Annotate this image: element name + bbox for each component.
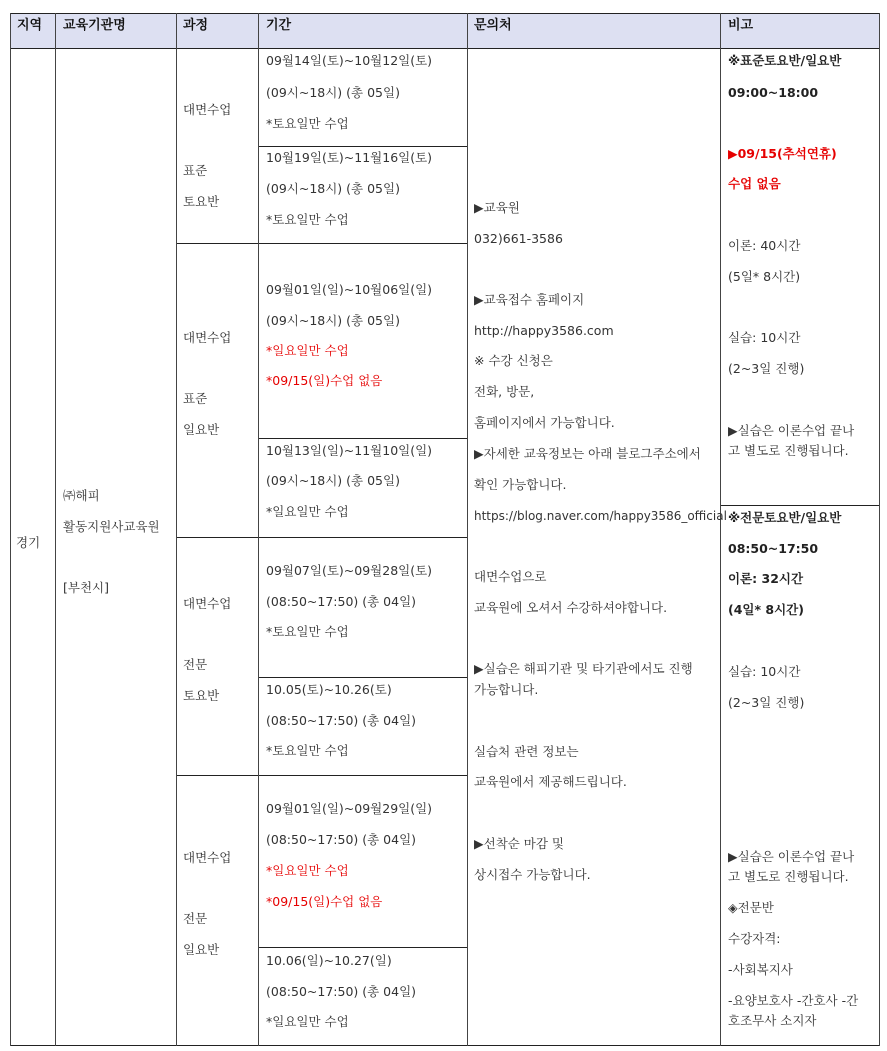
period-4-hours: (09시~18시) (총 05일) xyxy=(266,473,400,488)
contact-line: 실습처 관련 정보는 xyxy=(474,744,579,759)
period-3-note: *일요일만 수업 xyxy=(266,343,349,358)
institution-name: 활동지원사교육원 xyxy=(63,519,160,534)
contact-line: ▶자세한 교육정보는 아래 블로그주소에서 xyxy=(474,446,701,461)
period-7-hours: (08:50~17:50) (총 04일) xyxy=(266,832,417,847)
course-3-level: 전문 xyxy=(183,657,208,672)
period-8-dates: 10.06(일)~10.27(일) xyxy=(266,953,392,968)
period-1-dates: 09월14일(토)~10월12일(토) xyxy=(266,53,433,68)
notes-expert-qualification-item: 호조무사 소지자 xyxy=(728,1013,817,1028)
course-divider xyxy=(176,537,467,538)
period-8-note: *일요일만 수업 xyxy=(266,1014,349,1029)
period-1-note: *토요일만 수업 xyxy=(266,116,349,131)
notes-standard-holiday: ▶09/15(추석연휴) xyxy=(728,146,837,161)
header-course: 과정 xyxy=(183,18,209,33)
notes-expert-practice-detail: (2~3일 진행) xyxy=(728,695,805,710)
notes-expert-qualification-item: -요양보호사 -간호사 -간 xyxy=(728,993,859,1008)
period-7-holiday: *09/15(일)수업 없음 xyxy=(266,894,383,909)
notes-expert-practice-note: 고 별도로 진행됩니다. xyxy=(728,869,849,884)
period-divider xyxy=(258,438,467,439)
notes-standard-practice-detail: (2~3일 진행) xyxy=(728,361,805,376)
table-right-border xyxy=(879,13,880,1046)
course-3-type: 대면수업 xyxy=(183,596,232,611)
contact-line: 교육원에서 제공해드립니다. xyxy=(474,774,627,789)
contact-homepage-link[interactable]: http://happy3586.com xyxy=(474,323,614,338)
course-4-day: 일요반 xyxy=(183,942,220,957)
contact-line: ※ 수강 신청은 xyxy=(474,353,553,368)
period-6-dates: 10.05(토)~10.26(토) xyxy=(266,682,392,697)
period-2-dates: 10월19일(토)~11월16일(토) xyxy=(266,150,433,165)
course-2-level: 표준 xyxy=(183,391,208,406)
period-5-dates: 09월07일(토)~09월28일(토) xyxy=(266,563,433,578)
contact-line: 홈페이지에서 가능합니다. xyxy=(474,415,615,430)
period-8-hours: (08:50~17:50) (총 04일) xyxy=(266,984,417,999)
header-region: 지역 xyxy=(17,18,43,33)
notes-standard-hours: 09:00~18:00 xyxy=(728,85,819,100)
header-period: 기간 xyxy=(266,18,292,33)
notes-divider xyxy=(720,505,880,506)
header-institution: 교육기관명 xyxy=(63,18,126,33)
contact-line: ▶선착순 마감 및 xyxy=(474,836,565,851)
course-divider xyxy=(176,243,467,244)
period-divider xyxy=(258,677,467,678)
course-1-level: 표준 xyxy=(183,163,208,178)
notes-standard-practice: 실습: 10시간 xyxy=(728,330,801,345)
course-divider xyxy=(176,775,467,776)
course-4-type: 대면수업 xyxy=(183,850,232,865)
contact-line: ▶실습은 해피기관 및 타기관에서도 진행 xyxy=(474,661,693,676)
contact-line: 확인 가능합니다. xyxy=(474,477,567,492)
period-6-hours: (08:50~17:50) (총 04일) xyxy=(266,713,417,728)
table-left-border xyxy=(10,13,11,1046)
course-1-type: 대면수업 xyxy=(183,102,232,117)
course-1-day: 토요반 xyxy=(183,194,220,209)
contact-line: 교육원에 오셔서 수강하셔야합니다. xyxy=(474,600,668,615)
contact-blog-link[interactable]: https://blog.naver.com/happy3586_official xyxy=(474,509,727,523)
header-notes: 비고 xyxy=(728,18,754,33)
period-3-dates: 09월01일(일)~10월06일(일) xyxy=(266,282,433,297)
notes-standard-theory: 이론: 40시간 xyxy=(728,238,801,253)
period-2-hours: (09시~18시) (총 05일) xyxy=(266,181,400,196)
course-2-type: 대면수업 xyxy=(183,330,232,345)
contact-phone: 032)661-3586 xyxy=(474,231,563,246)
notes-expert-hours: 08:50~17:50 xyxy=(728,541,819,556)
notes-expert-practice-note: ▶실습은 이론수업 끝나 xyxy=(728,849,855,864)
period-7-dates: 09월01일(일)~09월29일(일) xyxy=(266,801,433,816)
column-divider xyxy=(467,13,468,1046)
region-cell: 경기 xyxy=(16,535,41,550)
column-divider xyxy=(176,13,177,1046)
column-divider xyxy=(55,13,56,1046)
column-divider xyxy=(720,13,721,1046)
course-3-day: 토요반 xyxy=(183,688,220,703)
period-3-hours: (09시~18시) (총 05일) xyxy=(266,313,400,328)
contact-line: 상시접수 가능합니다. xyxy=(474,867,591,882)
period-7-note: *일요일만 수업 xyxy=(266,863,349,878)
period-5-note: *토요일만 수업 xyxy=(266,624,349,639)
contact-line: 전화, 방문, xyxy=(474,384,535,399)
header-contact: 문의처 xyxy=(474,18,512,33)
notes-expert-theory: 이론: 32시간 xyxy=(728,571,804,586)
notes-expert-qualification: 수강자격: xyxy=(728,931,781,946)
period-4-note: *일요일만 수업 xyxy=(266,504,349,519)
table-bottom-border xyxy=(10,1045,880,1046)
notes-expert-qualification-item: -사회복지사 xyxy=(728,962,793,977)
period-5-hours: (08:50~17:50) (총 04일) xyxy=(266,594,417,609)
notes-standard-no-class: 수업 없음 xyxy=(728,176,781,191)
table-top-border xyxy=(10,13,880,14)
notes-expert-title: ※전문토요반/일요반 xyxy=(728,510,842,525)
contact-line: 대면수업으로 xyxy=(474,569,547,584)
notes-standard-practice-note: 고 별도로 진행됩니다. xyxy=(728,443,849,458)
course-4-level: 전문 xyxy=(183,911,208,926)
column-divider xyxy=(258,13,259,1046)
contact-line: ▶교육접수 홈페이지 xyxy=(474,292,585,307)
period-divider xyxy=(258,146,467,147)
notes-expert-label: ◈전문반 xyxy=(728,900,774,915)
notes-standard-practice-note: ▶실습은 이론수업 끝나 xyxy=(728,423,855,438)
contact-line: ▶교육원 xyxy=(474,200,520,215)
period-1-hours: (09시~18시) (총 05일) xyxy=(266,85,400,100)
notes-standard-theory-detail: (5일* 8시간) xyxy=(728,269,801,284)
period-2-note: *토요일만 수업 xyxy=(266,212,349,227)
course-2-day: 일요반 xyxy=(183,422,220,437)
period-divider xyxy=(258,947,467,948)
period-6-note: *토요일만 수업 xyxy=(266,743,349,758)
header-bottom-border xyxy=(10,48,880,49)
institution-city: [부천시] xyxy=(63,580,109,595)
contact-line: 가능합니다. xyxy=(474,682,539,697)
period-3-holiday: *09/15(일)수업 없음 xyxy=(266,373,383,388)
notes-expert-practice: 실습: 10시간 xyxy=(728,664,801,679)
notes-expert-theory-detail: (4일* 8시간) xyxy=(728,602,804,617)
period-4-dates: 10월13일(일)~11월10일(일) xyxy=(266,443,433,458)
institution-company: ㈜해피 xyxy=(63,488,100,503)
notes-standard-title: ※표준토요반/일요반 xyxy=(728,53,842,68)
